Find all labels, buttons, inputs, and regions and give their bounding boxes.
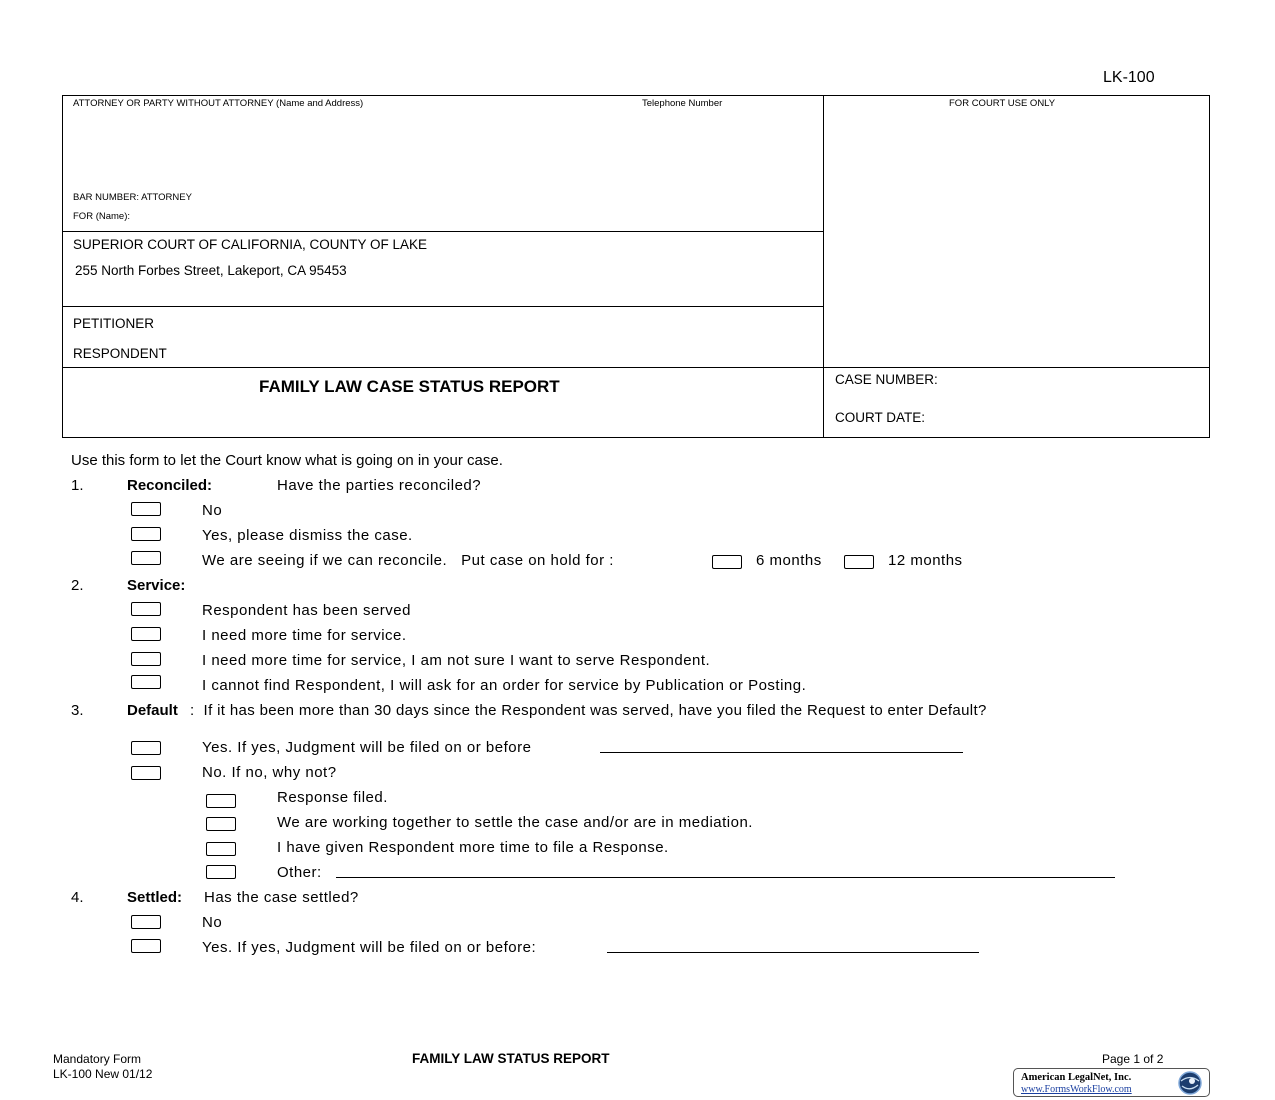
reconciled-no-label: No (202, 502, 223, 519)
default-yes-label: Yes. If yes, Judgment will be filed on or before (202, 739, 532, 756)
mediation-label: We are working together to settle the case and/or are in mediation. (277, 814, 753, 831)
service-more-time-checkbox[interactable] (131, 627, 161, 641)
logo-name: American LegalNet, Inc. (1021, 1072, 1132, 1083)
petitioner-label: PETITIONER (73, 316, 155, 331)
service-more-time-label: I need more time for service. (202, 627, 407, 644)
section1-number: 1. (71, 477, 84, 494)
hold-12-months-label: 12 months (888, 552, 963, 569)
settled-yes-label: Yes. If yes, Judgment will be filed on or before: (202, 939, 537, 956)
reconciled-no-checkbox[interactable] (131, 502, 161, 516)
service-publication-checkbox[interactable] (131, 675, 161, 689)
footer-page: Page 1 of 2 (1102, 1052, 1164, 1066)
default-yes-checkbox[interactable] (131, 741, 161, 755)
legalnet-logo[interactable] (1013, 1068, 1210, 1097)
footer-title: FAMILY LAW STATUS REPORT (412, 1051, 610, 1066)
reconciled-dismiss-checkbox[interactable] (131, 527, 161, 541)
settled-yes-checkbox[interactable] (131, 939, 161, 953)
respondent-label: RESPONDENT (73, 346, 167, 361)
caption-divider-1 (62, 231, 823, 232)
logo-url[interactable]: www.FormsWorkFlow.com (1021, 1084, 1132, 1095)
settled-no-label: No (202, 914, 223, 931)
reconciled-hold-label: We are seeing if we can reconcile. Put case on hold for : (202, 552, 614, 569)
service-publication-label: I cannot find Respondent, I will ask for an order for service by Publication or Posting. (202, 677, 807, 694)
section4-number: 4. (71, 889, 84, 906)
case-number-label: CASE NUMBER: (835, 372, 938, 387)
form-title: FAMILY LAW CASE STATUS REPORT (259, 377, 560, 396)
section3-number: 3. (71, 702, 84, 719)
court-address: 255 North Forbes Street, Lakeport, CA 95453 (75, 263, 347, 278)
service-served-checkbox[interactable] (131, 602, 161, 616)
service-not-sure-label: I need more time for service, I am not sure I want to serve Respondent. (202, 652, 711, 669)
caption-divider-2 (62, 306, 823, 307)
globe-icon (1172, 1070, 1208, 1096)
other-checkbox[interactable] (206, 865, 236, 879)
more-time-response-label: I have given Respondent more time to file a Response. (277, 839, 669, 856)
court-date-label: COURT DATE: (835, 410, 926, 425)
caption-divider-3 (62, 367, 1210, 368)
response-filed-label: Response filed. (277, 789, 388, 806)
mediation-checkbox[interactable] (206, 817, 236, 831)
footer-revision: LK-100 New 01/12 (53, 1067, 153, 1081)
intro-text: Use this form to let the Court know what is going on in your case. (71, 452, 503, 469)
reconciled-hold-checkbox[interactable] (131, 551, 161, 565)
reconciled-dismiss-label: Yes, please dismiss the case. (202, 527, 413, 544)
attorney-label: ATTORNEY OR PARTY WITHOUT ATTORNEY (Name and Address) (73, 98, 364, 109)
hold-6-months-checkbox[interactable] (712, 555, 742, 569)
court-name: SUPERIOR COURT OF CALIFORNIA, COUNTY OF LAKE (73, 237, 428, 252)
footer-mandatory: Mandatory Form (53, 1052, 142, 1066)
bar-number-label: BAR NUMBER: ATTORNEY (73, 192, 192, 203)
telephone-label: Telephone Number (642, 98, 723, 109)
section2-heading: Service: (127, 577, 186, 594)
service-served-label: Respondent has been served (202, 602, 411, 619)
for-name-label: FOR (Name): (73, 211, 130, 222)
section4-heading: Settled: (127, 889, 183, 906)
section4-question: Has the case settled? (204, 889, 359, 906)
section2-number: 2. (71, 577, 84, 594)
default-judgment-date-line[interactable] (600, 752, 963, 753)
hold-12-months-checkbox[interactable] (844, 555, 874, 569)
court-use-label: FOR COURT USE ONLY (949, 98, 1056, 109)
section1-question: Have the parties reconciled? (277, 477, 482, 494)
default-no-label: No. If no, why not? (202, 764, 337, 781)
more-time-response-checkbox[interactable] (206, 842, 236, 856)
section1-heading: Reconciled: (127, 477, 213, 494)
response-filed-checkbox[interactable] (206, 794, 236, 808)
settled-judgment-date-line[interactable] (607, 952, 979, 953)
service-not-sure-checkbox[interactable] (131, 652, 161, 666)
settled-no-checkbox[interactable] (131, 915, 161, 929)
section3-heading: Default (127, 702, 178, 719)
other-explanation-line[interactable] (336, 877, 1115, 878)
form-code: LK-100 (1103, 69, 1155, 86)
default-no-checkbox[interactable] (131, 766, 161, 780)
other-label: Other: (277, 864, 322, 881)
hold-6-months-label: 6 months (756, 552, 822, 569)
section3-question: : If it has been more than 30 days since the Respondent was served, have you filed the Request to enter Default? (190, 702, 987, 719)
caption-divider-vertical (823, 95, 824, 438)
